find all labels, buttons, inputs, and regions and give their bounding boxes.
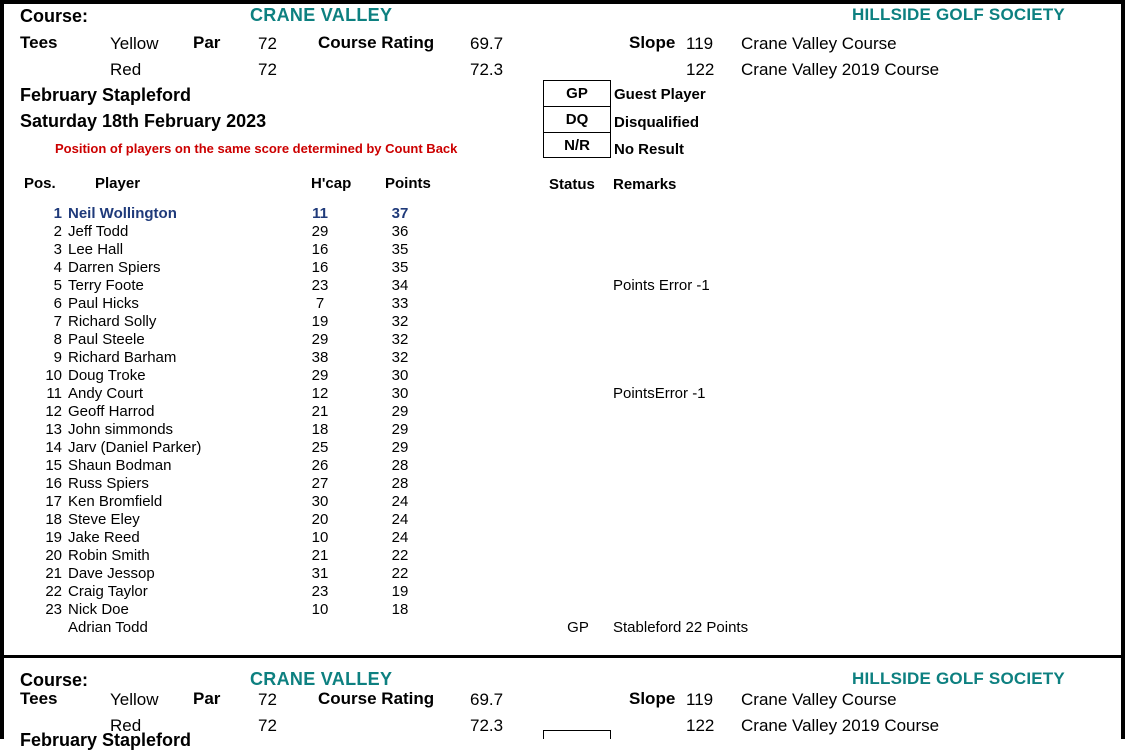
- tees-label-repeat: Tees: [20, 689, 58, 708]
- row-handicap: 29: [311, 367, 329, 384]
- row-handicap: 10: [311, 601, 329, 618]
- row-player-name: Steve Eley: [68, 511, 140, 528]
- slope-value-2-repeat: 122: [686, 716, 715, 735]
- column-header-player: Player: [95, 175, 141, 192]
- row-points: 28: [391, 475, 409, 492]
- row-points: 32: [391, 313, 409, 330]
- legend-meaning-gp: Guest Player: [614, 86, 706, 103]
- row-player-name: Dave Jessop: [68, 565, 155, 582]
- top-border: [0, 0, 1125, 4]
- row-points: 18: [391, 601, 409, 618]
- row-points: 24: [391, 511, 409, 528]
- row-points: 37: [391, 205, 409, 222]
- row-player-name: Geoff Harrod: [68, 403, 155, 420]
- legend-meaning-nr: No Result: [614, 141, 685, 158]
- row-player-name: Doug Troke: [68, 367, 146, 384]
- tee-color-1: Yellow: [110, 34, 159, 53]
- row-position: 4: [53, 259, 62, 276]
- row-points: 29: [391, 421, 409, 438]
- row-position: 23: [45, 601, 62, 618]
- row-player-name: Terry Foote: [68, 277, 144, 294]
- table-row: [0, 601, 1125, 619]
- table-row: [0, 439, 1125, 457]
- row-position: 8: [53, 331, 62, 348]
- row-position: 18: [45, 511, 62, 528]
- table-row: [0, 511, 1125, 529]
- course-rating-label: Course Rating: [318, 33, 435, 52]
- column-header-pos: Pos.: [24, 175, 56, 192]
- row-handicap: 7: [315, 295, 325, 312]
- table-row: [0, 277, 1125, 295]
- row-points: 34: [391, 277, 409, 294]
- row-player-name: Robin Smith: [68, 547, 150, 564]
- row-points: 36: [391, 223, 409, 240]
- row-player-name: Darren Spiers: [68, 259, 161, 276]
- row-handicap: 18: [311, 421, 329, 438]
- row-points: 22: [391, 547, 409, 564]
- row-points: 32: [391, 331, 409, 348]
- row-remarks: Stableford 22 Points: [613, 619, 749, 636]
- row-points: 32: [391, 349, 409, 366]
- results-table: [0, 205, 1125, 637]
- table-row: [0, 619, 1125, 637]
- row-player-name: Russ Spiers: [68, 475, 149, 492]
- par-value-2-repeat: 72: [258, 716, 277, 735]
- row-position: 9: [53, 349, 62, 366]
- course-rating-label-repeat: Course Rating: [318, 689, 435, 708]
- row-position: 3: [53, 241, 62, 258]
- table-row: [0, 403, 1125, 421]
- row-handicap: 26: [311, 457, 329, 474]
- row-handicap: 29: [311, 331, 329, 348]
- row-player-name: Jake Reed: [68, 529, 140, 546]
- row-handicap: 38: [311, 349, 329, 366]
- row-player-name: Paul Steele: [68, 331, 145, 348]
- course-label: Course:: [20, 6, 89, 26]
- par-value-2: 72: [258, 60, 277, 79]
- course-name: CRANE VALLEY: [250, 5, 393, 25]
- course-variant-2: Crane Valley 2019 Course: [741, 60, 940, 79]
- society-name: HILLSIDE GOLF SOCIETY: [852, 5, 1065, 24]
- row-handicap: 20: [311, 511, 329, 528]
- row-handicap: 27: [311, 475, 329, 492]
- row-position: 22: [45, 583, 62, 600]
- countback-note: Position of players on the same score determined by Count Back: [55, 141, 458, 156]
- row-handicap: 12: [311, 385, 329, 402]
- row-points: 35: [391, 259, 409, 276]
- row-position: 16: [45, 475, 62, 492]
- table-row: [0, 349, 1125, 367]
- column-header-remarks: Remarks: [613, 176, 677, 193]
- table-row: [0, 529, 1125, 547]
- course-rating-2: 72.3: [470, 60, 504, 79]
- tee-color-1-repeat: Yellow: [110, 690, 159, 709]
- table-row: [0, 223, 1125, 241]
- course-rating-1-repeat: 69.7: [470, 690, 504, 709]
- row-handicap: 29: [311, 223, 329, 240]
- section-divider: [0, 655, 1121, 658]
- column-header-points: Points: [385, 175, 431, 192]
- row-points: 19: [391, 583, 409, 600]
- society-name-repeat: HILLSIDE GOLF SOCIETY: [852, 669, 1065, 688]
- table-row: [0, 385, 1125, 403]
- course-variant-2-repeat: Crane Valley 2019 Course: [741, 716, 940, 735]
- table-row: [0, 205, 1125, 223]
- column-header-status: Status: [549, 176, 595, 193]
- row-position: 21: [45, 565, 62, 582]
- column-header-hcap: H'cap: [311, 175, 352, 192]
- row-player-name: Adrian Todd: [68, 619, 148, 636]
- competition-name: February Stapleford: [20, 85, 192, 105]
- course-rating-1: 69.7: [470, 34, 504, 53]
- row-handicap: 19: [311, 313, 329, 330]
- row-handicap: 25: [311, 439, 329, 456]
- row-points: 24: [391, 529, 409, 546]
- status-legend-repeat: [543, 730, 611, 739]
- row-position: 5: [53, 277, 62, 294]
- row-handicap: 11: [312, 205, 328, 222]
- row-position: 17: [45, 493, 62, 510]
- row-position: 20: [45, 547, 62, 564]
- slope-value-2: 122: [686, 60, 715, 79]
- legend-meaning-dq: Disqualified: [614, 114, 700, 131]
- course-label-repeat: Course:: [20, 670, 89, 690]
- course-rating-2-repeat: 72.3: [470, 716, 504, 735]
- table-row: [0, 295, 1125, 313]
- row-points: 22: [391, 565, 409, 582]
- table-row: [0, 367, 1125, 385]
- par-label: Par: [193, 33, 221, 52]
- slope-value-1-repeat: 119: [686, 690, 714, 709]
- row-points: 30: [391, 367, 409, 384]
- row-position: 14: [45, 439, 62, 456]
- table-row: [0, 547, 1125, 565]
- row-player-name: Jeff Todd: [68, 223, 129, 240]
- row-player-name: Richard Barham: [68, 349, 177, 366]
- table-row: [0, 457, 1125, 475]
- row-player-name: Lee Hall: [68, 241, 124, 258]
- competition-name-repeat: February Stapleford: [20, 730, 192, 750]
- row-points: 29: [391, 439, 409, 456]
- row-handicap: 21: [311, 403, 329, 420]
- row-handicap: 10: [311, 529, 329, 546]
- legend-code-nr: N/R: [543, 132, 611, 158]
- slope-label: Slope: [629, 33, 676, 52]
- table-row: [0, 583, 1125, 601]
- row-handicap: 23: [311, 277, 329, 294]
- row-points: 33: [391, 295, 409, 312]
- row-player-name: Andy Court: [68, 385, 144, 402]
- row-player-name: Shaun Bodman: [68, 457, 172, 474]
- row-player-name: Neil Wollington: [68, 205, 177, 222]
- row-handicap: 31: [311, 565, 329, 582]
- table-row: [0, 493, 1125, 511]
- row-position: 13: [45, 421, 62, 438]
- tee-color-2-repeat: Red: [110, 716, 142, 735]
- row-points: 29: [391, 403, 409, 420]
- legend-code-dq: DQ: [543, 106, 611, 132]
- row-points: 24: [391, 493, 409, 510]
- row-position: 19: [45, 529, 62, 546]
- row-handicap: 23: [311, 583, 329, 600]
- course-variant-1-repeat: Crane Valley Course: [741, 690, 897, 709]
- row-player-name: Craig Taylor: [68, 583, 148, 600]
- table-row: [0, 313, 1125, 331]
- row-player-name: Richard Solly: [68, 313, 157, 330]
- row-handicap: 21: [311, 547, 329, 564]
- competition-date: Saturday 18th February 2023: [20, 111, 267, 131]
- row-status: GP: [567, 619, 589, 636]
- row-player-name: Ken Bromfield: [68, 493, 163, 510]
- row-position: 12: [45, 403, 62, 420]
- row-position: 11: [46, 385, 62, 402]
- tee-color-2: Red: [110, 60, 142, 79]
- table-row: [0, 475, 1125, 493]
- table-row: [0, 331, 1125, 349]
- table-row: [0, 241, 1125, 259]
- row-points: 28: [391, 457, 409, 474]
- table-row: [0, 565, 1125, 583]
- row-points: 35: [391, 241, 409, 258]
- row-handicap: 30: [311, 493, 329, 510]
- legend-code-gp: GP: [543, 80, 611, 106]
- par-value-1: 72: [258, 34, 277, 53]
- row-player-name: John simmonds: [68, 421, 174, 438]
- row-player-name: Jarv (Daniel Parker): [68, 439, 202, 456]
- row-points: 30: [391, 385, 409, 402]
- row-position: 1: [53, 205, 62, 222]
- row-position: 15: [45, 457, 62, 474]
- course-name-repeat: CRANE VALLEY: [250, 669, 393, 689]
- tees-label: Tees: [20, 33, 58, 52]
- par-value-1-repeat: 72: [258, 690, 277, 709]
- course-variant-1: Crane Valley Course: [741, 34, 897, 53]
- row-remarks: Points Error -1: [613, 277, 710, 294]
- table-row: [0, 259, 1125, 277]
- row-position: 7: [53, 313, 62, 330]
- row-handicap: 16: [311, 259, 329, 276]
- row-position: 2: [53, 223, 62, 240]
- row-handicap: 16: [311, 241, 329, 258]
- row-player-name: Nick Doe: [68, 601, 129, 618]
- row-remarks: PointsError -1: [613, 385, 706, 402]
- slope-value-1: 119: [686, 34, 714, 53]
- row-player-name: Paul Hicks: [68, 295, 139, 312]
- row-position: 10: [45, 367, 62, 384]
- table-row: [0, 421, 1125, 439]
- slope-label-repeat: Slope: [629, 689, 676, 708]
- row-position: 6: [53, 295, 62, 312]
- par-label-repeat: Par: [193, 689, 221, 708]
